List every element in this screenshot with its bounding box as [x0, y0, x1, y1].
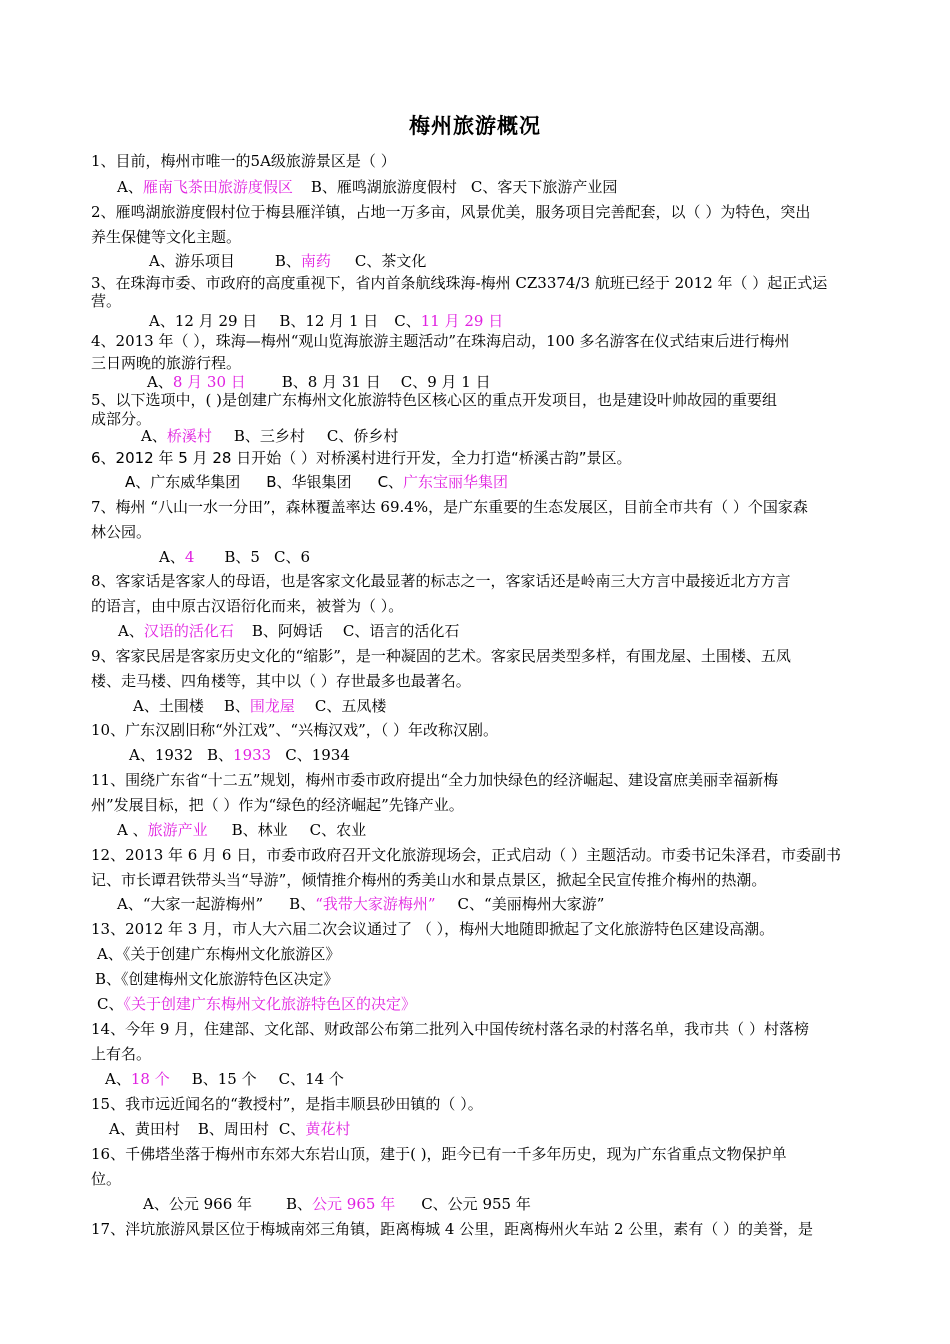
question-8-line-2: 的语言，由中原古汉语衍化而来，被誉为（ ）。 [91, 597, 404, 615]
question-1: 1、目前，梅州市唯一的5A级旅游景区是（ ） [91, 152, 396, 170]
option-a-answer: 汉语的活化石 [143, 622, 234, 640]
option-c: C、公元 955 年 [421, 1195, 531, 1213]
question-2-line-2: 养生保健等文化主题。 [91, 228, 242, 246]
option-c: C、“美丽梅州大家游” [457, 895, 605, 913]
question-9-options [133, 697, 903, 716]
question-14-line-1: 14、今年 9 月，住建部、文化部、财政部公布第二批列入中国传统村落名录的村落名单，我市共（ ）村落榜 [91, 1020, 809, 1038]
question-3-options [149, 312, 919, 331]
option-a: A、黄田村 [109, 1120, 180, 1138]
option-c-answer: 《关于创建广东梅州文化旅游特色区的决定》 [123, 995, 416, 1013]
question-11-options [117, 821, 887, 840]
option-b: B、林业 [231, 821, 288, 839]
option-b-answer: “我带大家游梅州” [315, 895, 436, 913]
option-a: A、1932 [129, 746, 194, 764]
option-c: C、1934 [285, 746, 350, 764]
question-14-options [105, 1070, 875, 1089]
question-7-line-1: 7、梅州 “八山一水一分田”，森林覆盖率达 69.4%，是广东重要的生态发展区，目前全市共有（ ）个国家森 [91, 498, 808, 516]
option-a-answer: 8 月 30 日 [172, 373, 246, 391]
option-b: B、5 [224, 548, 260, 566]
option-c: C、侨乡村 [326, 427, 399, 445]
option-c-label: C、 [97, 995, 124, 1013]
option-c: C、14 个 [278, 1070, 344, 1088]
option-c-answer: 黄花村 [305, 1120, 351, 1138]
option-b-answer: 南药 [300, 252, 331, 270]
question-11-line-2: 州”发展目标，把（ ）作为“绿色的经济崛起”先锋产业。 [91, 796, 464, 814]
question-3-line-1: 3、在珠海市委、市政府的高度重视下，省内首条航线珠海-梅州 CZ3374/3 航班已经于 2012 年（ ）起正式运 [91, 274, 828, 292]
question-5-options [141, 427, 911, 446]
option-b: B、8 月 31 日 [281, 373, 381, 391]
option-c: C、五凤楼 [314, 697, 387, 715]
question-8-options [118, 622, 888, 641]
question-9-line-1: 9、客家民居是客家历史文化的“缩影”，是一种凝固的艺术。客家民居类型多样，有围龙屋、土围楼、五凤 [91, 647, 791, 665]
question-13: 13、2012 年 3 月，市人大六届二次会议通过了 （ ），梅州大地随即掀起了文化旅游特色区建设高潮。 [91, 920, 775, 938]
question-16-line-2: 位。 [91, 1170, 122, 1188]
question-9-line-2: 楼、走马楼、四角楼等，其中以（ ）存世最多也最著名。 [91, 672, 471, 690]
option-c-label: C、 [278, 1120, 306, 1138]
option-c-label: C、 [377, 473, 404, 491]
question-2-line-1: 2、雁鸣湖旅游度假村位于梅县雁洋镇，占地一万多亩，风景优美，服务项目完善配套，以（ ）为特色，突出 [91, 203, 811, 221]
question-15-options [109, 1120, 879, 1139]
option-c-label: C、 [394, 312, 421, 330]
option-a: A、游乐项目 [149, 252, 235, 270]
option-b-label: B、 [207, 746, 234, 764]
option-a-answer: 18 个 [130, 1070, 170, 1088]
question-14-line-2: 上有名。 [91, 1045, 152, 1063]
option-b-label: B、 [223, 697, 250, 715]
question-1-options [117, 178, 887, 197]
question-12-line-1: 12、2013 年 6 月 6 日，市委市政府召开文化旅游现场会，正式启动（ ）主题活动。市委书记朱泽君，市委副书 [91, 846, 841, 864]
option-b-label: B、 [286, 1195, 313, 1213]
option-c-answer: 广东宝丽华集团 [403, 473, 509, 491]
option-c: C、茶文化 [354, 252, 427, 270]
question-3-line-2: 营。 [91, 292, 122, 310]
option-a-label: A、 [118, 622, 144, 640]
option-b: B、15 个 [191, 1070, 257, 1088]
option-a-label: A 、 [117, 821, 148, 839]
question-4-line-1: 4、2013 年（ ），珠海—梅州“观山览海旅游主题活动”在珠海启动，100 多名游客在仪式结束后进行梅州 [91, 332, 790, 350]
option-b: B、三乡村 [233, 427, 305, 445]
option-a-answer: 旅游产业 [147, 821, 208, 839]
option-b: B、华银集团 [266, 473, 352, 491]
question-16-line-1: 16、千佛塔坐落于梅州市东郊大东岩山顶，建于( )，距今已有一千多年历史，现为广东省重点文物保护单 [91, 1145, 787, 1163]
option-a: A、土围楼 [133, 697, 204, 715]
option-a-label: A、 [159, 548, 185, 566]
option-b: B、12 月 1 日 [279, 312, 379, 330]
option-c: C、9 月 1 日 [400, 373, 491, 391]
question-7-options [159, 548, 929, 567]
option-a: A、广东威华集团 [125, 473, 241, 491]
question-2-options [149, 252, 919, 271]
option-b: B、雁鸣湖旅游度假村 [310, 178, 457, 196]
option-a: A、12 月 29 日 [149, 312, 258, 330]
question-5-line-1: 5、以下选项中，( )是创建广东梅州文化旅游特色区核心区的重点开发项目，也是建设叶帅故园的重要组 [91, 391, 778, 409]
option-c: C、农业 [309, 821, 367, 839]
option-a: A、“大家一起游梅州” [117, 895, 264, 913]
option-a-answer: 桥溪村 [166, 427, 212, 445]
question-13-option-a: A、《关于创建广东梅州文化旅游区》 [97, 945, 341, 963]
question-7-line-2: 林公园。 [91, 523, 152, 541]
option-c: C、客天下旅游产业园 [470, 178, 618, 196]
question-6: 6、2012 年 5 月 28 日开始（ ）对桥溪村进行开发，全力打造“桥溪古韵”景区。 [91, 449, 632, 467]
question-6-options [125, 473, 895, 492]
option-b-answer: 1933 [233, 746, 272, 764]
question-13-option-c [97, 995, 867, 1014]
question-8-line-1: 8、客家话是客家人的母语，也是客家文化最显著的标志之一，客家话还是岭南三大方言中最接近北方方言 [91, 572, 791, 590]
question-10: 10、广东汉剧旧称“外江戏”、“兴梅汉戏”，（ ）年改称汉剧。 [91, 721, 499, 739]
option-a-label: A、 [105, 1070, 131, 1088]
option-a: A、公元 966 年 [143, 1195, 252, 1213]
question-12-line-2: 记、市长谭君铁带头当“导游”，倾情推介梅州的秀美山水和景点景区，掀起全民宣传推介梅州的热潮。 [91, 871, 767, 889]
question-12-options [117, 895, 887, 914]
question-5-line-2: 成部分。 [91, 410, 152, 428]
option-a-answer: 雁南飞茶田旅游度假区 [142, 178, 293, 196]
question-17-line-1: 17、泮坑旅游风景区位于梅城南郊三角镇，距离梅城 4 公里，距离梅州火车站 2 公里，素有（ ）的美誉，是 [91, 1220, 814, 1238]
option-a-label: A、 [117, 178, 143, 196]
question-13-option-b: B、《创建梅州文化旅游特色区决定》 [95, 970, 339, 988]
option-b-answer: 公元 965 年 [312, 1195, 396, 1213]
option-b-label: B、 [289, 895, 316, 913]
option-b-label: B、 [274, 252, 301, 270]
option-b-answer: 围龙屋 [249, 697, 295, 715]
question-11-line-1: 11、围绕广东省“十二五”规划，梅州市委市政府提出“全力加快绿色的经济崛起、建设富庶美丽幸福新梅 [91, 771, 779, 789]
option-c-answer: 11 月 29 日 [420, 312, 504, 330]
question-16-options [143, 1195, 913, 1214]
page-title: 梅州旅游概况 [409, 113, 541, 138]
question-15: 15、我市远近闻名的“教授村”，是指丰顺县砂田镇的（ ）。 [91, 1095, 483, 1113]
option-c: C、语言的活化石 [342, 622, 460, 640]
option-a-label: A、 [141, 427, 167, 445]
question-4-line-2: 三日两晚的旅游行程。 [91, 354, 242, 372]
question-10-options [129, 746, 899, 765]
option-a-label: A、 [147, 373, 173, 391]
option-b: B、周田村 [197, 1120, 269, 1138]
question-4-options [147, 373, 917, 392]
option-b: B、阿姆话 [251, 622, 323, 640]
option-c: C、6 [273, 548, 310, 566]
option-a-answer: 4 [184, 548, 195, 566]
